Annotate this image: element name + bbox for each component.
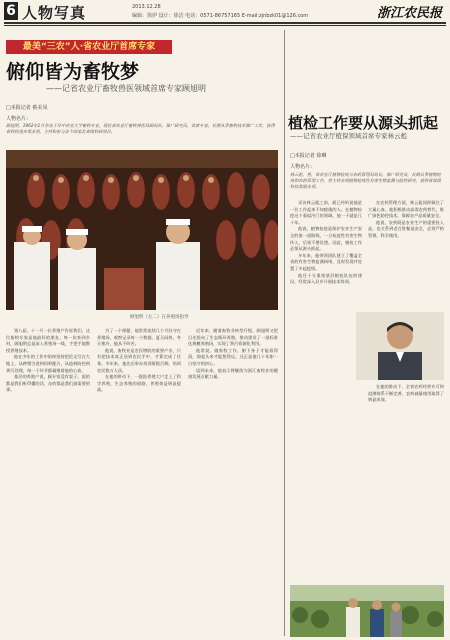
paragraph: 他说，农药既是农业生产的重要投入品，也关系到老百姓餐桌安全，必须严格管理，科学使用。 — [368, 219, 444, 238]
paragraph: 采访林云彪之前，就已经听说他是一位工作起来不知疲倦的人。在植物检疫这个看似冷门的领域，他一干就是几十年。 — [290, 200, 362, 225]
paragraph: 多年来，他带领团队建立了覆盖全省的有害生物监测网络，及时发现并处置了多起疫情。 — [290, 252, 362, 271]
header-rule — [4, 22, 446, 24]
section-title: 人物写真 — [22, 4, 87, 22]
column-divider — [284, 30, 285, 636]
article-column-right-2 — [368, 200, 444, 308]
paragraph: 他说，畜牧业是农民增收的重要产业，只有把技术真正送到农民手中，才算完成了任务。多年来，他先后举办培训班数百期，培训农民数万人次。 — [97, 347, 181, 373]
paragraph: 他在多年的工作中始终坚持把论文写在大地上，从种猪引进到饲料配方，从疫病防控到粪污处理，每一个环节都凝聚着他的心血。 — [6, 354, 90, 373]
newspaper-logo: 浙江农民报 — [376, 6, 442, 21]
article-title: 俯仰皆为畜牧梦 — [6, 61, 140, 83]
paragraph: 第八届、十一月一位养殖户告诉我们，这位畜牧专家是他最好的朋友。每一次来到乡村，顾旭明总是深入养殖场一线，手把手地教授养殖技术。 — [6, 328, 90, 353]
editor-line: 编辑：徐伊 设计：徐洁 电话：0571-86757165 E-mail:zjnbzk01@126.com — [132, 13, 309, 19]
page-number: 6 — [4, 2, 18, 20]
paragraph: 在他的带动下，一批批养殖大户走上了科学养殖、生态养殖的道路，养殖效益明显提高。 — [97, 374, 181, 393]
field-photo — [290, 585, 444, 637]
article-photo — [6, 150, 278, 310]
paragraph: 基层的养殖户说，顾专家没有架子，说的都是我们听得懂的话，办的都是我们最需要的事。 — [6, 374, 90, 393]
paragraph: 在农药管理方面，林云彪同样倾注了大量心血。他积极推动高毒农药替代，推广绿色防控技术，保障农产品质量安全。 — [368, 200, 444, 219]
header-rule-thin — [4, 25, 446, 26]
article-column-1 — [6, 328, 90, 636]
profile-label: 人物名片： — [6, 116, 32, 122]
ham-warehouse-illustration — [6, 150, 278, 310]
profile-text-right: 林云彪，男，省农业厅植物检疫与农药管理局局长，推广研究员，长期从事植物检疫和农药管理工作，曾主持多项植物检疫性有害生物监测与防控研究，获得省部级科技奖励多项。 — [290, 172, 441, 189]
portrait-illustration — [356, 312, 444, 380]
article-banner: 最美“三农”人·省农业厅首席专家 — [6, 40, 172, 54]
paragraph: 谈到未来，他表示将继续为浙江畜牧业的健康发展贡献力量。 — [188, 367, 278, 380]
issue-date: 2013.12.28 — [132, 4, 161, 10]
article-title-right: 植检工作要从源头抓起 — [288, 114, 439, 132]
article-column-2 — [97, 328, 181, 636]
article-column-3 — [188, 328, 278, 636]
paragraph: 他说，植物检疫是保护农业生产安全的第一道防线，一旦检疫性有害生物传入，后果不堪设想。因此，植检工作必须从源头抓起。 — [290, 226, 362, 252]
portrait-photo — [356, 312, 444, 380]
article-column-right-1 — [290, 200, 362, 580]
paragraph: 为了一个课题，他常常连续几个月驻守在养殖场，观察记录每一个数据。夏天闷热，冬天寒冷，他从不叫苦。 — [97, 328, 181, 347]
paragraph: 近年来，随着畜牧业转型升级，顾旭明又把目光投向了生态循环养殖，推动建设了一批标准化规模养殖场，实现了粪污资源化利用。 — [188, 328, 278, 347]
article-column-right-3 — [368, 384, 444, 580]
field-inspection-illustration — [290, 585, 444, 637]
photo-caption: 顾旭明（左二）在养殖场指导 — [130, 315, 189, 320]
article-subtitle-right: ——记省农业厅植保领域首席专家林云彪 — [290, 132, 407, 140]
paragraph: 在他的推动下，全省农药经营许可和追溯体系不断完善，农药减量使用取得了明显成效。 — [368, 384, 444, 403]
profile-text: 顾旭明，1962年1月毕业于华中农业大学畜牧专业，现任省农业厅畜牧兽医局副局长、推广研究员，首席专家，长期从事畜牧技术推广工作，获得省科技进步奖多项，主持和参与多个国家及省级科研项目。 — [6, 123, 275, 134]
article-subtitle: ——记省农业厅畜牧兽医领域首席专家顾旭明 — [46, 84, 206, 93]
paragraph: 他还十分重视基层植检队伍的建设，经常深入县乡开展技术培训。 — [290, 272, 362, 285]
profile-label-right: 人物名片： — [290, 164, 316, 170]
article-byline: □本报记者 蔡美凤 — [6, 105, 48, 111]
paragraph: 他常说，做畜牧工作，俯下身子才能看得清，仰起头来才能想得远。这正是他几十年如一日坚守的初心。 — [188, 347, 278, 366]
article-byline-right: □本报记者 徐琳 — [290, 153, 327, 159]
